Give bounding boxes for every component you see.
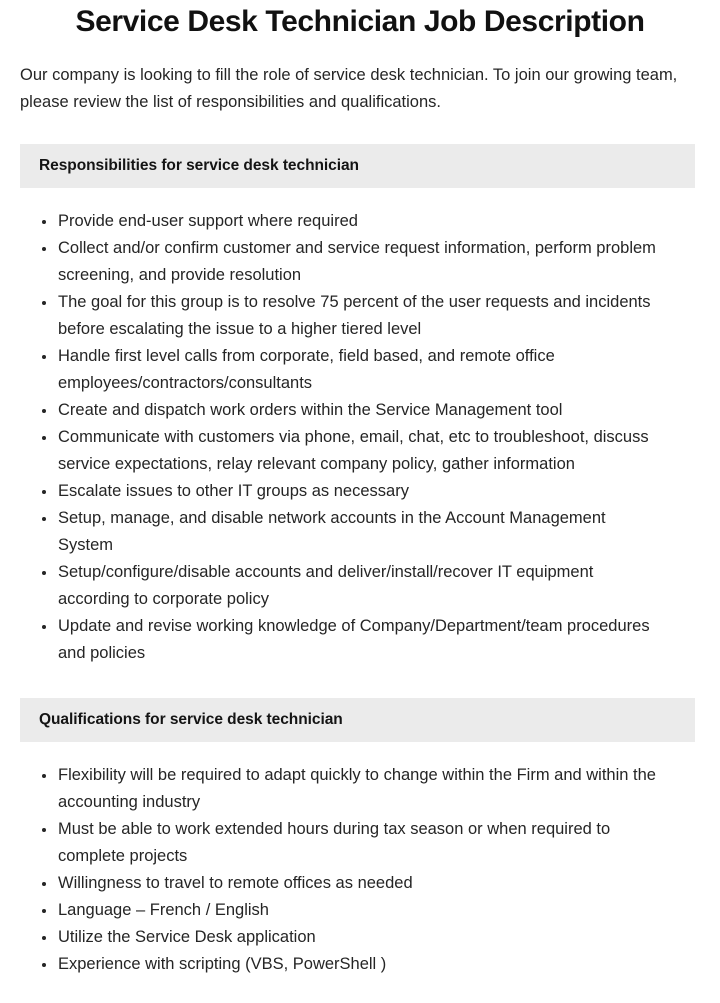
list-item: Utilize the Service Desk application [0,924,690,951]
list-item: Setup/configure/disable accounts and deliver/install/recover IT equipment according to corporate policy [0,559,690,613]
section-qualifications [0,698,720,978]
qualifications-list [0,742,720,978]
section-header-qualifications [20,698,695,742]
list-item: Experience with scripting (VBS, PowerShell ) [0,951,690,978]
page-title: Service Desk Technician Job Description [75,5,645,38]
list-item: Flexibility will be required to adapt quickly to change within the Firm and within the accounting industry [0,762,690,816]
list-item: Setup, manage, and disable network accounts in the Account Management System [0,505,690,559]
list-item: The goal for this group is to resolve 75 percent of the user requests and incidents before escalating the issue to a higher tiered level [0,289,690,343]
section-responsibilities [0,144,720,667]
section-title-qualifications: Qualifications for service desk technician [39,711,343,728]
list-item: Escalate issues to other IT groups as necessary [0,478,690,505]
list-item: Provide end-user support where required [0,208,690,235]
list-item: Create and dispatch work orders within the Service Management tool [0,397,690,424]
list-item: Willingness to travel to remote offices as needed [0,870,690,897]
intro-paragraph: Our company is looking to fill the role of service desk technician. To join our growing team, please review the list of responsibilities and qualifications. [20,66,678,111]
list-item: Communicate with customers via phone, email, chat, etc to troubleshoot, discuss service expectations, relay relevant company policy, gather information [0,424,690,478]
list-item: Language – French / English [0,897,690,924]
list-item: Collect and/or confirm customer and service request information, perform problem screening, and provide resolution [0,235,690,289]
list-item: Update and revise working knowledge of Company/Department/team procedures and policies [0,613,690,667]
section-title-responsibilities: Responsibilities for service desk technician [39,157,359,174]
list-item: Must be able to work extended hours during tax season or when required to complete projects [0,816,690,870]
list-item: Handle first level calls from corporate, field based, and remote office employees/contractors/consultants [0,343,690,397]
section-header-responsibilities [20,144,695,188]
responsibilities-list [0,188,720,667]
